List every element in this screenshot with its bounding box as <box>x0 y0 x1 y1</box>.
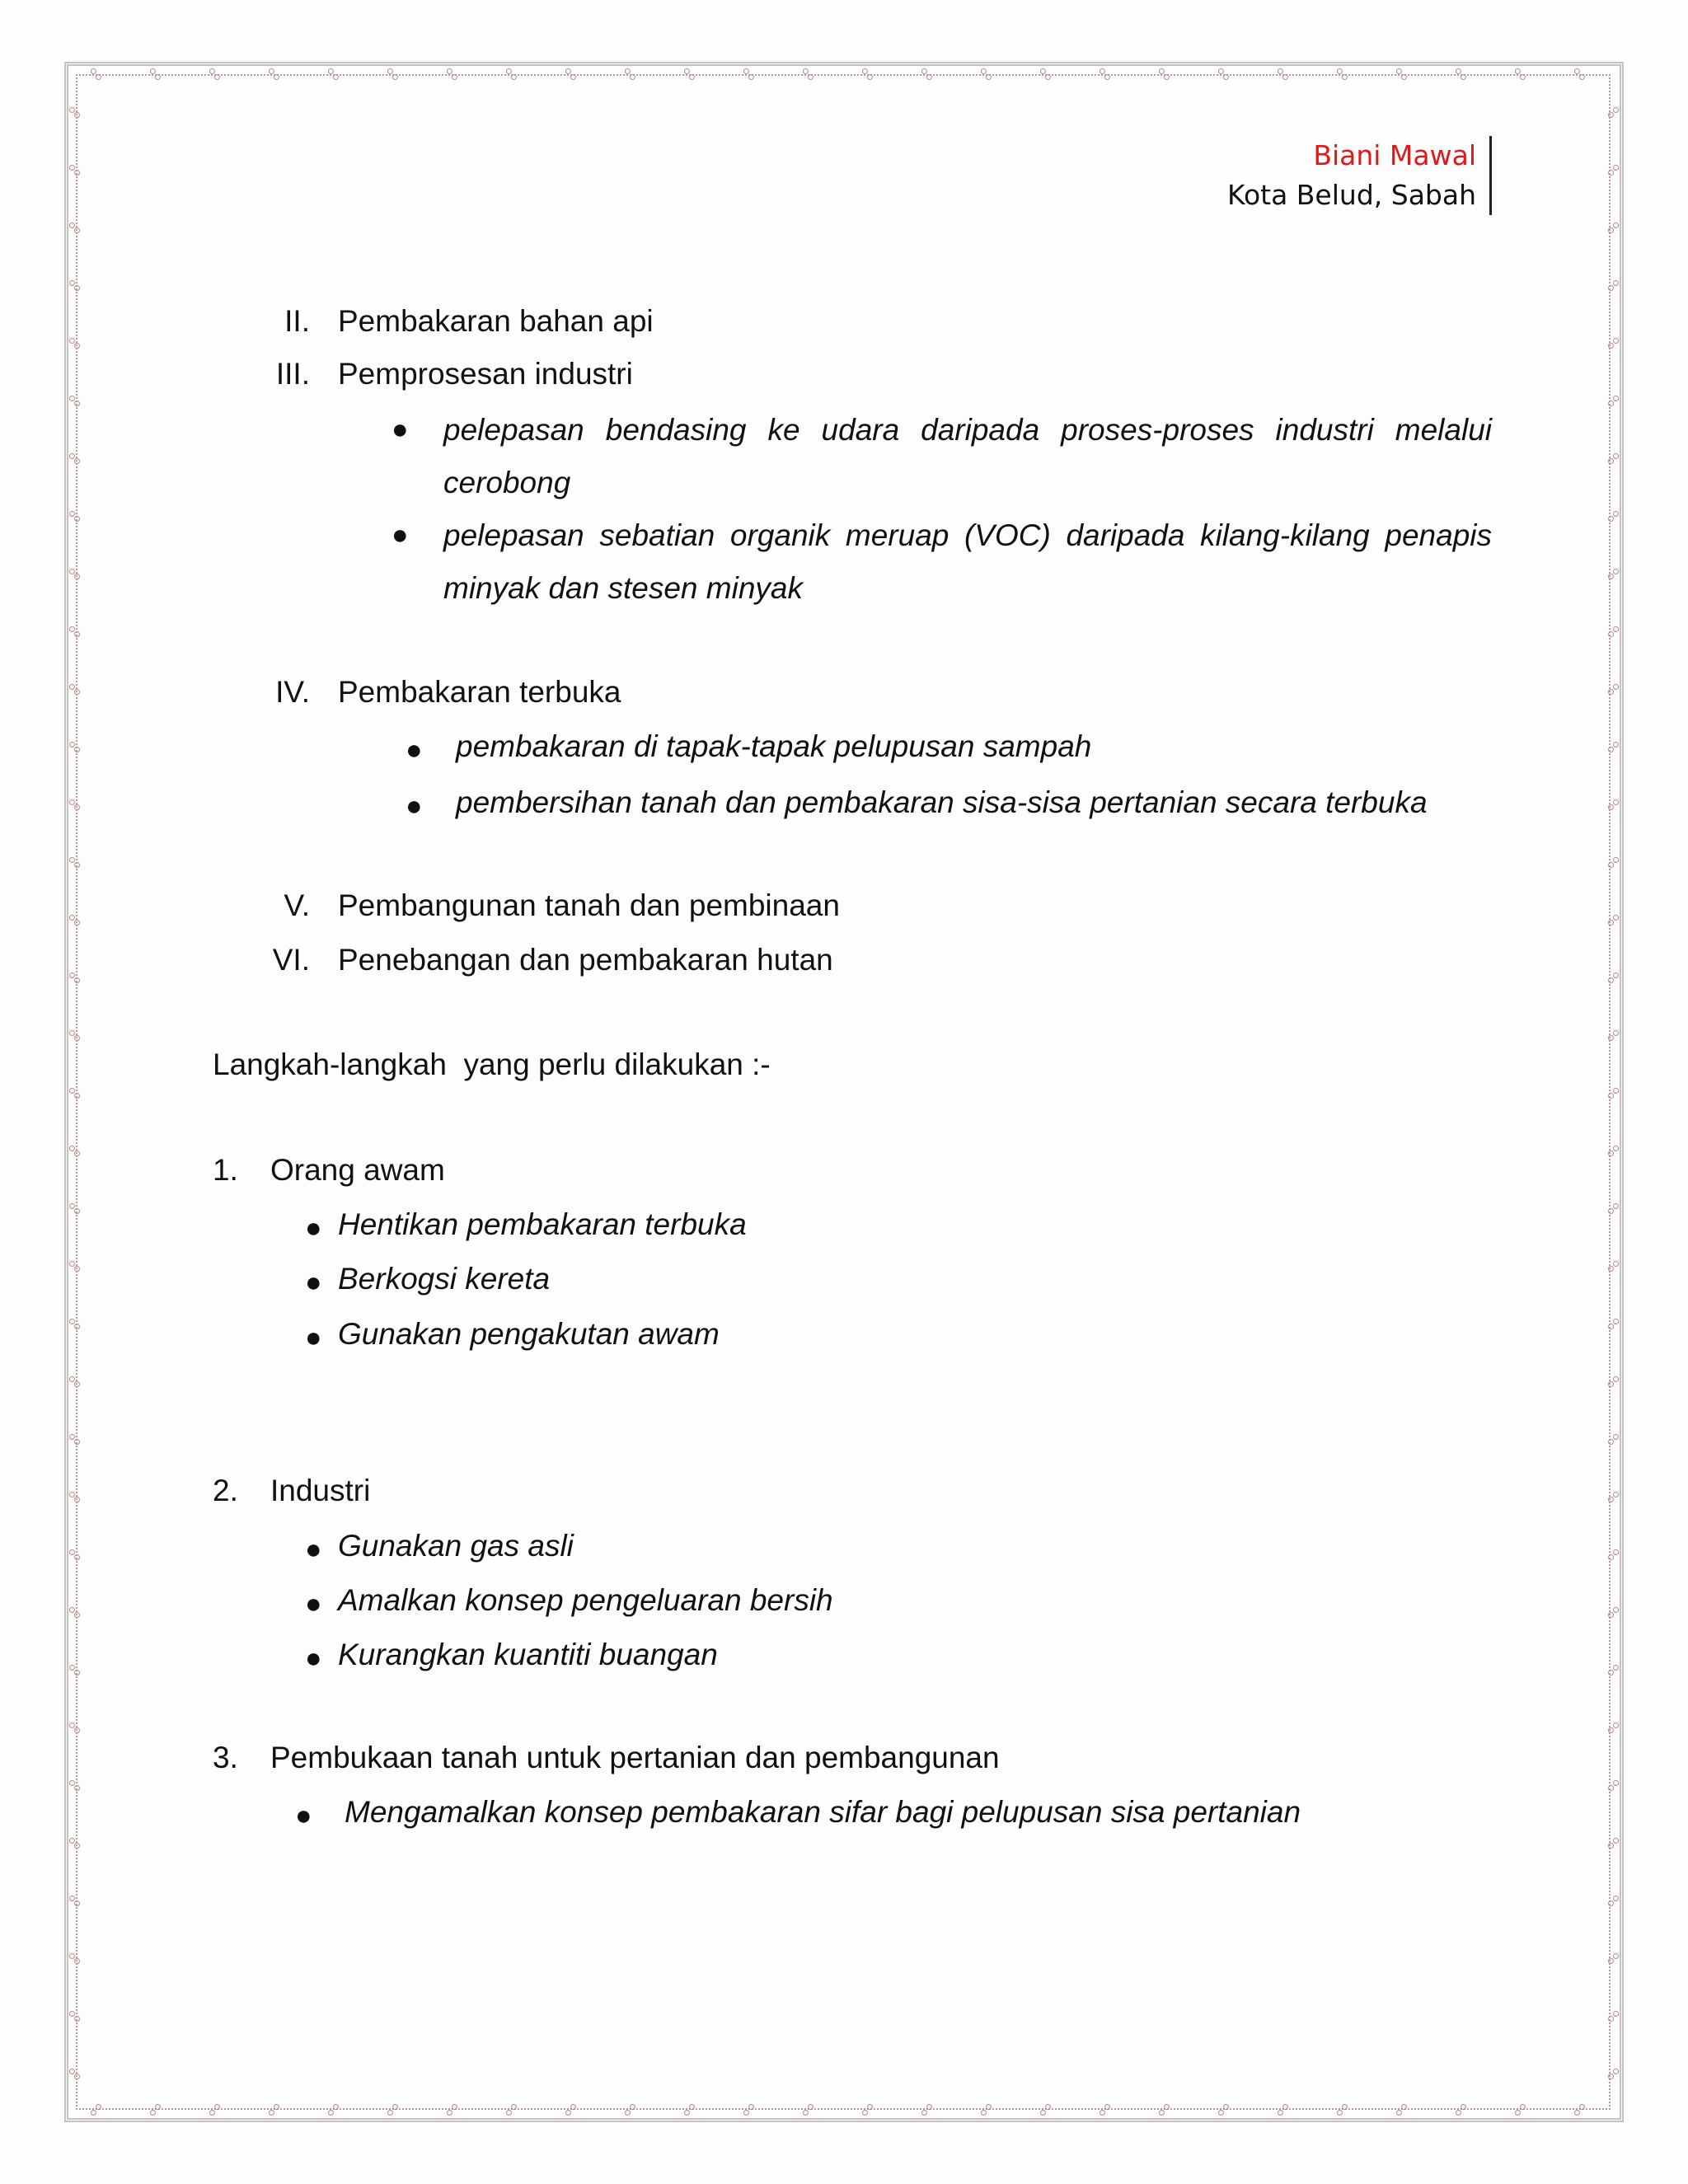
border-dot <box>1613 1896 1619 1901</box>
border-dot <box>69 396 75 401</box>
bullet-icon: ● <box>305 1588 322 1619</box>
source-title: Pembakaran bahan api <box>338 304 654 338</box>
border-dot <box>511 74 517 80</box>
border-dot <box>1045 74 1051 80</box>
border-dot <box>69 1434 75 1440</box>
border-dot <box>625 68 631 74</box>
border-dot <box>689 2104 695 2110</box>
border-dot <box>1282 74 1288 80</box>
list-item: Amalkan konsep pengeluaran bersih <box>338 1583 833 1617</box>
border-dot <box>69 453 75 459</box>
border-dot <box>867 2104 873 2110</box>
bullet-icon: ● <box>392 414 409 445</box>
border-dot <box>1159 68 1165 74</box>
border-dot <box>155 2104 161 2110</box>
border-dot <box>1218 2110 1224 2116</box>
border-dot <box>96 2104 101 2110</box>
border-dot <box>1278 68 1283 74</box>
border-dot <box>1608 1093 1614 1099</box>
author-location: Kota Belud, Sabah <box>1226 179 1476 211</box>
border-dot <box>511 2104 517 2110</box>
border-dot <box>1608 112 1614 118</box>
steps-heading: Langkah-langkah yang perlu dilakukan :- <box>213 1047 771 1081</box>
border-dot <box>1608 574 1614 579</box>
border-dot <box>1613 280 1619 286</box>
border-dot <box>209 2110 215 2116</box>
border-dot <box>1613 972 1619 978</box>
border-dot <box>74 804 80 810</box>
border-dot <box>1608 1554 1614 1560</box>
border-dot <box>69 1665 75 1671</box>
border-dot <box>748 74 754 80</box>
step-title: Pembukaan tanah untuk pertanian dan pembangunan <box>270 1741 1000 1774</box>
border-dot <box>447 2110 452 2116</box>
border-dot <box>1045 2104 1051 2110</box>
border-dot <box>333 2104 339 2110</box>
border-dot <box>74 458 80 464</box>
border-dot <box>74 1958 80 1964</box>
source-numeral: III. <box>275 357 310 391</box>
border-dot <box>1613 2069 1619 2074</box>
border-dot <box>69 1088 75 1094</box>
border-dot <box>921 68 927 74</box>
border-dot <box>506 2110 512 2116</box>
border-dot <box>1608 920 1614 926</box>
border-dot <box>1515 68 1521 74</box>
border-dot <box>1608 2016 1614 2022</box>
border-dot <box>1613 338 1619 344</box>
border-dot <box>1608 689 1614 695</box>
border-dot <box>1613 1203 1619 1209</box>
border-dot <box>74 862 80 868</box>
border-dot <box>1218 68 1224 74</box>
border-dot <box>69 1780 75 1786</box>
border-dot <box>570 74 576 80</box>
border-dot <box>74 1035 80 1041</box>
border-dot <box>862 68 868 74</box>
border-dot <box>91 68 96 74</box>
border-dot <box>387 2110 393 2116</box>
border-dot <box>808 2104 814 2110</box>
border-dot <box>1342 74 1348 80</box>
border-dot <box>1515 2110 1521 2116</box>
source-title: Pembakaran terbuka <box>338 675 621 709</box>
border-dot <box>1579 2104 1585 2110</box>
border-dot <box>1613 1376 1619 1382</box>
border-dot <box>1613 223 1619 228</box>
border-dot <box>74 1785 80 1791</box>
border-dot <box>1401 2104 1407 2110</box>
border-dot <box>743 68 749 74</box>
bullet-icon: ● <box>305 1267 322 1298</box>
border-dot <box>1396 2110 1402 2116</box>
border-dot <box>1613 684 1619 690</box>
border-dot <box>74 1554 80 1560</box>
border-dot <box>1401 74 1407 80</box>
border-dot <box>74 574 80 579</box>
border-dot <box>74 2016 80 2022</box>
border-dot <box>1337 2110 1343 2116</box>
border-dot <box>1608 227 1614 233</box>
border-dot <box>1613 1319 1619 1324</box>
border-dot <box>74 2074 80 2079</box>
border-dot <box>1613 1146 1619 1151</box>
border-dot <box>69 1896 75 1901</box>
border-dot <box>74 920 80 926</box>
border-dot <box>274 2104 279 2110</box>
border-dot <box>1608 401 1614 406</box>
border-dot <box>209 68 215 74</box>
border-dot <box>748 2104 754 2110</box>
border-dot <box>69 511 75 517</box>
bullet-icon: ● <box>392 519 409 551</box>
border-dot <box>74 1439 80 1445</box>
border-dot <box>1613 1261 1619 1267</box>
bullet-icon: ● <box>305 1534 322 1565</box>
source-numeral: VI. <box>272 943 310 977</box>
border-dot <box>1461 74 1466 80</box>
border-dot <box>74 1324 80 1329</box>
source-title: Pemprosesan industri <box>338 357 633 391</box>
border-dot <box>74 1727 80 1733</box>
source-title: Pembangunan tanah dan pembinaan <box>338 888 840 922</box>
border-dot <box>452 74 457 80</box>
border-dot <box>1613 1549 1619 1555</box>
border-dot <box>743 2110 749 2116</box>
border-dot <box>1282 2104 1288 2110</box>
border-dot <box>69 338 75 344</box>
list-item: Berkogsi kereta <box>338 1262 551 1296</box>
border-dot <box>1456 68 1461 74</box>
border-dot <box>506 68 512 74</box>
border-dot <box>69 684 75 690</box>
step-number: 2. <box>213 1474 238 1507</box>
border-dot <box>926 2104 932 2110</box>
border-dot <box>328 2110 334 2116</box>
list-item: pembakaran di tapak-tapak pelupusan sampah <box>456 729 1092 763</box>
border-dot <box>74 747 80 752</box>
border-dot <box>69 1203 75 1209</box>
border-dot <box>328 68 334 74</box>
border-dot <box>69 742 75 748</box>
border-dot <box>1608 1208 1614 1214</box>
border-dot <box>808 74 814 80</box>
border-dot <box>1579 74 1585 80</box>
border-dot <box>69 1319 75 1324</box>
list-item: Gunakan pengakutan awam <box>338 1317 720 1351</box>
border-dot <box>74 170 80 176</box>
border-dot <box>74 516 80 522</box>
border-dot <box>269 2110 274 2116</box>
border-dot <box>69 1146 75 1151</box>
border-dot <box>274 74 279 80</box>
border-dot <box>91 2110 96 2116</box>
border-dot <box>1608 1381 1614 1387</box>
border-dot <box>74 1208 80 1214</box>
step-number: 1. <box>213 1153 238 1187</box>
border-dot <box>921 2110 927 2116</box>
step-title: Industri <box>270 1474 371 1507</box>
border-dot <box>1613 1953 1619 1959</box>
bullet-icon: ● <box>406 790 423 822</box>
border-dot <box>1608 1727 1614 1733</box>
source-title: Penebangan dan pembakaran hutan <box>338 943 833 977</box>
border-dot <box>1613 1665 1619 1671</box>
border-dot <box>69 223 75 228</box>
bullet-icon: ● <box>295 1800 312 1831</box>
source-numeral: IV. <box>275 675 310 709</box>
border-dot <box>1608 1670 1614 1675</box>
border-dot <box>1342 2104 1348 2110</box>
border-dot <box>69 569 75 574</box>
border-dot <box>74 1093 80 1099</box>
border-dot <box>1613 915 1619 921</box>
border-dot <box>150 68 156 74</box>
border-dot <box>625 2110 631 2116</box>
border-dot <box>1608 1266 1614 1272</box>
border-dot <box>69 799 75 805</box>
border-dot <box>1608 170 1614 176</box>
border-dot <box>1608 1785 1614 1791</box>
border-dot <box>1520 2104 1526 2110</box>
border-dot <box>1223 2104 1229 2110</box>
border-dot <box>1278 2110 1283 2116</box>
border-dot <box>684 2110 690 2116</box>
border-dot <box>1613 626 1619 632</box>
border-dot <box>1608 977 1614 983</box>
border-dot <box>689 74 695 80</box>
border-dot <box>155 74 161 80</box>
border-dot <box>74 1612 80 1618</box>
border-dot <box>74 631 80 637</box>
border-dot <box>74 401 80 406</box>
border-dot <box>1100 68 1105 74</box>
border-dot <box>69 280 75 286</box>
border-dot <box>74 1497 80 1502</box>
border-dot <box>862 2110 868 2116</box>
border-dot <box>1613 1434 1619 1440</box>
border-dot <box>74 1843 80 1849</box>
border-dot <box>981 68 987 74</box>
border-dot <box>74 1151 80 1156</box>
border-dot <box>69 1492 75 1497</box>
border-dot <box>74 112 80 118</box>
border-dot <box>1608 458 1614 464</box>
page-header <box>1227 136 1492 215</box>
border-dot <box>1613 1607 1619 1613</box>
border-dot <box>1613 1780 1619 1786</box>
border-dot <box>1613 1088 1619 1094</box>
border-dot <box>926 74 932 80</box>
source-numeral: V. <box>284 888 310 922</box>
list-item: Gunakan gas asli <box>338 1529 574 1563</box>
border-dot <box>1104 2104 1110 2110</box>
border-dot <box>69 107 75 113</box>
border-dot <box>1608 862 1614 868</box>
list-item: pelepasan bendasing ke udara daripada proses-proses industri melalui cerobong <box>443 413 1492 499</box>
list-item: Hentikan pembakaran terbuka <box>338 1207 747 1241</box>
border-dot <box>1164 2104 1170 2110</box>
border-dot <box>565 68 571 74</box>
border-dot <box>1608 1900 1614 1906</box>
border-dot <box>214 2104 220 2110</box>
border-dot <box>74 977 80 983</box>
border-dot <box>630 2104 635 2110</box>
border-dot <box>74 285 80 291</box>
border-dot <box>69 1261 75 1267</box>
bullet-icon: ● <box>305 1322 322 1353</box>
list-item: Mengamalkan konsep pembakaran sifar bagi pelupusan sisa pertanian <box>345 1795 1301 1829</box>
border-dot <box>1613 569 1619 574</box>
border-dot <box>1608 516 1614 522</box>
border-dot <box>570 2104 576 2110</box>
border-dot <box>1613 1030 1619 1036</box>
border-dot <box>74 1266 80 1272</box>
step-number: 3. <box>213 1741 238 1774</box>
border-dot <box>1574 68 1580 74</box>
border-dot <box>1608 1151 1614 1156</box>
list-item: pembersihan tanah dan pembakaran sisa-sisa pertanian secara terbuka <box>456 785 1428 819</box>
border-dot <box>69 1549 75 1555</box>
border-dot <box>333 74 339 80</box>
border-dot <box>96 74 101 80</box>
border-dot <box>74 1670 80 1675</box>
list-item: pelepasan sebatian organik meruap (VOC) daripada kilang-kilang penapis minyak dan stesen minyak <box>443 518 1492 605</box>
source-numeral: II. <box>284 304 310 338</box>
border-dot <box>1608 1497 1614 1502</box>
border-dot <box>1040 68 1046 74</box>
border-dot <box>452 2104 457 2110</box>
border-dot <box>1337 68 1343 74</box>
border-dot <box>74 227 80 233</box>
border-dot <box>1396 68 1402 74</box>
border-dot <box>1040 2110 1046 2116</box>
border-dot <box>1613 511 1619 517</box>
border-dot <box>1613 1722 1619 1728</box>
border-dot <box>69 1722 75 1728</box>
border-dot <box>69 1953 75 1959</box>
border-dot <box>1100 2110 1105 2116</box>
border-dot <box>1613 107 1619 113</box>
border-dot <box>269 68 274 74</box>
step-title: Orang awam <box>270 1153 445 1187</box>
border-dot <box>74 1900 80 1906</box>
border-dot <box>69 2069 75 2074</box>
border-dot <box>803 68 809 74</box>
list-item: Kurangkan kuantiti buangan <box>338 1638 718 1671</box>
border-dot <box>447 68 452 74</box>
border-dot <box>986 2104 992 2110</box>
border-dot <box>69 1030 75 1036</box>
border-dot <box>214 74 220 80</box>
border-dot <box>1613 396 1619 401</box>
border-dot <box>1164 74 1170 80</box>
border-dot <box>69 2011 75 2017</box>
border-dot <box>1608 1843 1614 1849</box>
border-dot <box>1574 2110 1580 2116</box>
border-dot <box>69 1607 75 1613</box>
border-dot <box>69 1838 75 1844</box>
border-dot <box>1608 1324 1614 1329</box>
border-dot <box>1104 74 1110 80</box>
border-dot <box>803 2110 809 2116</box>
border-dot <box>74 1381 80 1387</box>
border-dot <box>69 626 75 632</box>
border-dot <box>387 68 393 74</box>
border-dot <box>69 1376 75 1382</box>
border-dot <box>74 343 80 349</box>
border-dot <box>1608 1958 1614 1964</box>
border-dot <box>392 2104 398 2110</box>
border-dot <box>1613 1838 1619 1844</box>
border-dot <box>69 857 75 863</box>
border-dot <box>1608 747 1614 752</box>
border-dot <box>1613 453 1619 459</box>
bullet-icon: ● <box>305 1643 322 1674</box>
border-dot <box>1613 857 1619 863</box>
border-dot <box>1608 804 1614 810</box>
border-dot <box>1608 343 1614 349</box>
border-dot <box>1613 2011 1619 2017</box>
border-dot <box>69 972 75 978</box>
border-dot <box>74 689 80 695</box>
border-dot <box>1520 74 1526 80</box>
border-dot <box>1461 2104 1466 2110</box>
border-dot <box>150 2110 156 2116</box>
border-dot <box>1613 165 1619 171</box>
border-dot <box>1613 1492 1619 1497</box>
border-dot <box>565 2110 571 2116</box>
author-name: Biani Mawal <box>1313 139 1476 171</box>
border-dot <box>986 74 992 80</box>
border-dot <box>1608 1439 1614 1445</box>
border-dot <box>1159 2110 1165 2116</box>
border-dot <box>1608 631 1614 637</box>
border-dot <box>69 165 75 171</box>
border-dot <box>69 915 75 921</box>
border-dot <box>1456 2110 1461 2116</box>
border-dot <box>867 74 873 80</box>
border-dot <box>392 74 398 80</box>
border-dot <box>1223 74 1229 80</box>
border-dot <box>1608 2074 1614 2079</box>
border-dot <box>1608 1612 1614 1618</box>
bullet-icon: ● <box>406 734 423 766</box>
border-dot <box>1613 799 1619 805</box>
border-dot <box>1613 742 1619 748</box>
border-dot <box>1608 285 1614 291</box>
bullet-icon: ● <box>305 1212 322 1244</box>
border-dot <box>684 68 690 74</box>
border-dot <box>981 2110 987 2116</box>
border-dot <box>1608 1035 1614 1041</box>
border-dot <box>630 74 635 80</box>
